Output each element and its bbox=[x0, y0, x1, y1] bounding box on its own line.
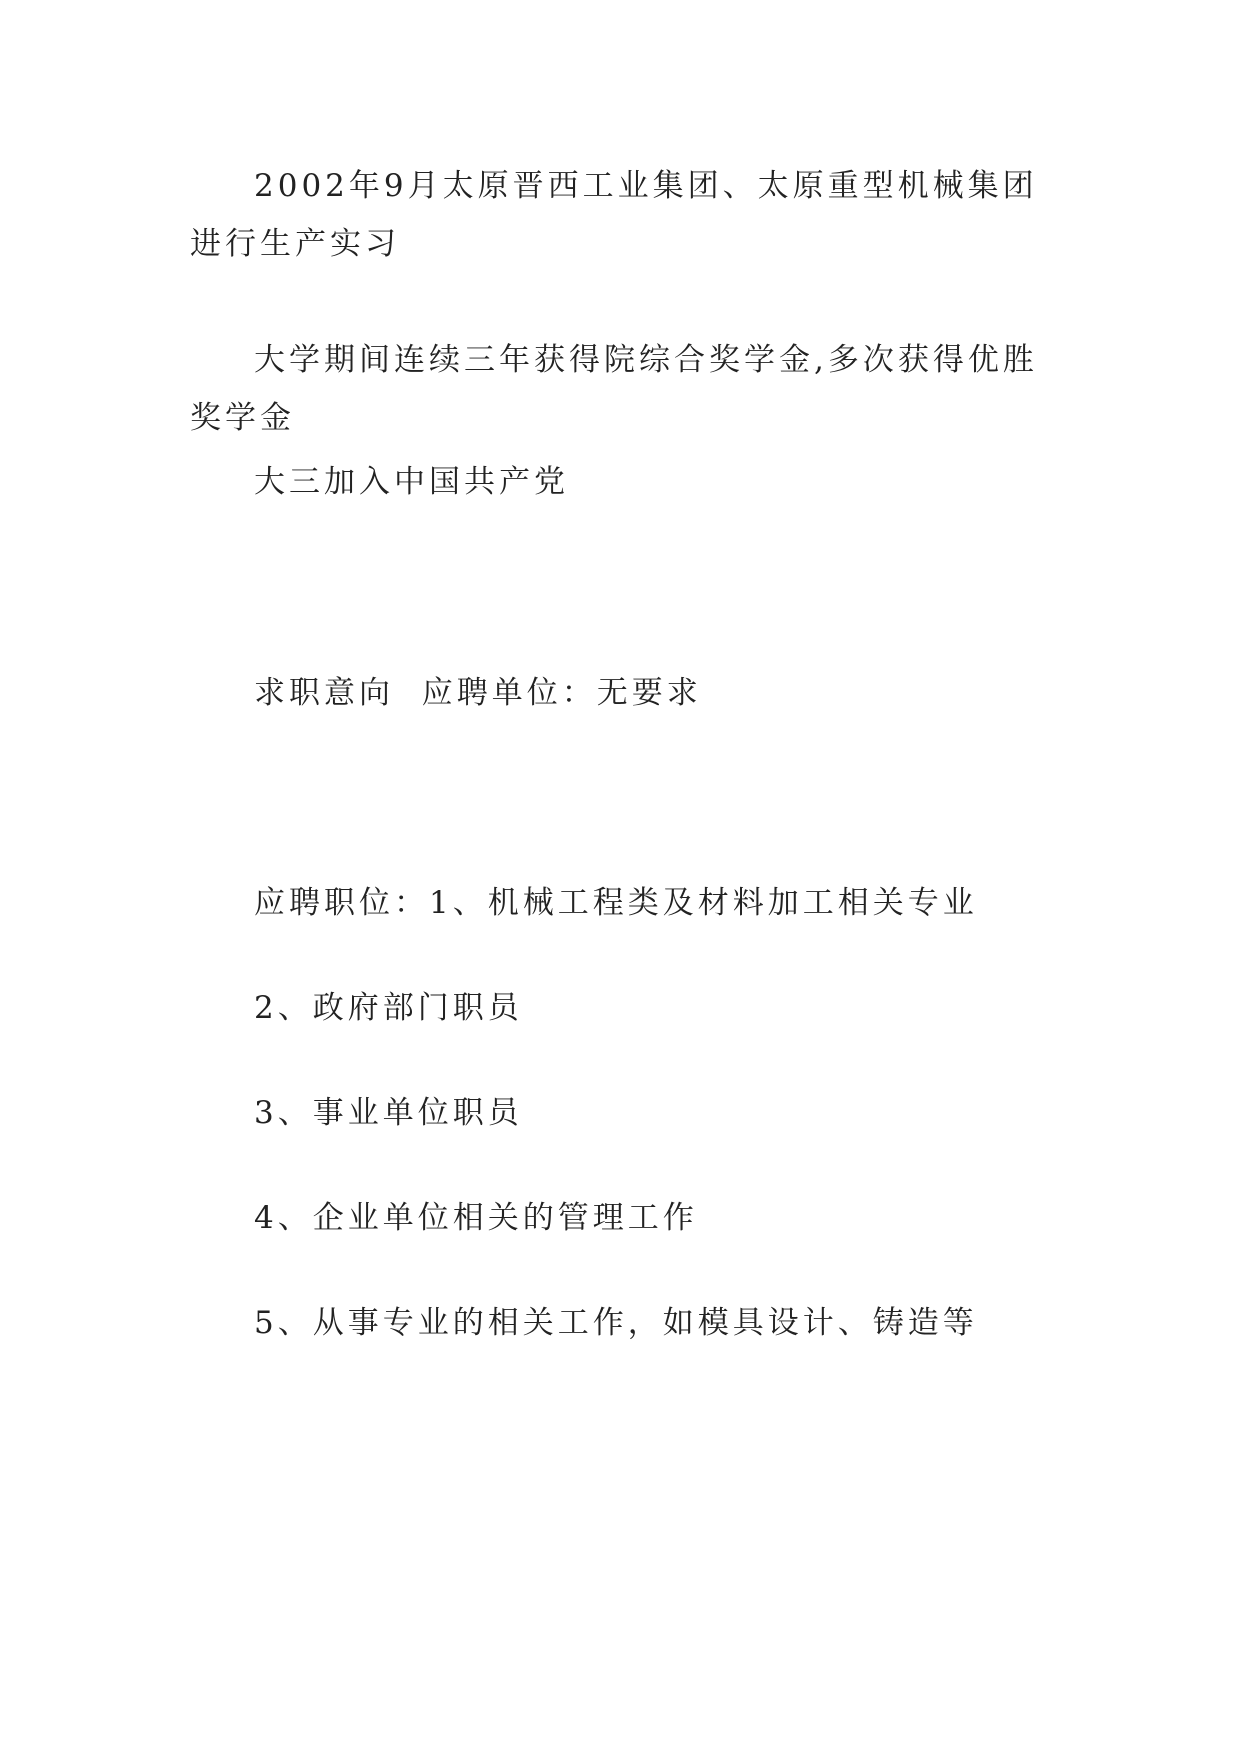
paragraph-position-1-text: 应聘职位：1、机械工程类及材料加工相关专业 bbox=[254, 885, 978, 921]
paragraph-position-5-text: 5、从事专业的相关工作，如模具设计、铸造等 bbox=[254, 1305, 978, 1341]
paragraph-job-intention bbox=[190, 664, 1060, 722]
paragraph-scholarship-text: 大学期间连续三年获得院综合奖学金,多次获得优胜奖学金 bbox=[190, 342, 1038, 436]
paragraph-position-2-text: 2、政府部门职员 bbox=[254, 990, 523, 1026]
paragraph-position-4-text: 4、企业单位相关的管理工作 bbox=[254, 1200, 698, 1236]
paragraph-position-2 bbox=[190, 979, 1060, 1037]
paragraph-party-text: 大三加入中国共产党 bbox=[254, 464, 569, 500]
paragraph-position-5 bbox=[190, 1294, 1060, 1352]
paragraph-position-3 bbox=[190, 1084, 1060, 1142]
paragraph-position-4 bbox=[190, 1189, 1060, 1247]
paragraph-internship bbox=[190, 157, 1060, 273]
paragraph-party bbox=[190, 453, 1060, 511]
paragraph-position-3-text: 3、事业单位职员 bbox=[254, 1095, 523, 1131]
paragraph-position-1 bbox=[190, 874, 1060, 932]
paragraph-internship-text: 2002年9月太原晋西工业集团、太原重型机械集团进行生产实习 bbox=[190, 168, 1038, 262]
paragraph-job-intention-text: 求职意向 应聘单位：无要求 bbox=[254, 675, 702, 711]
paragraph-scholarship bbox=[190, 331, 1060, 447]
